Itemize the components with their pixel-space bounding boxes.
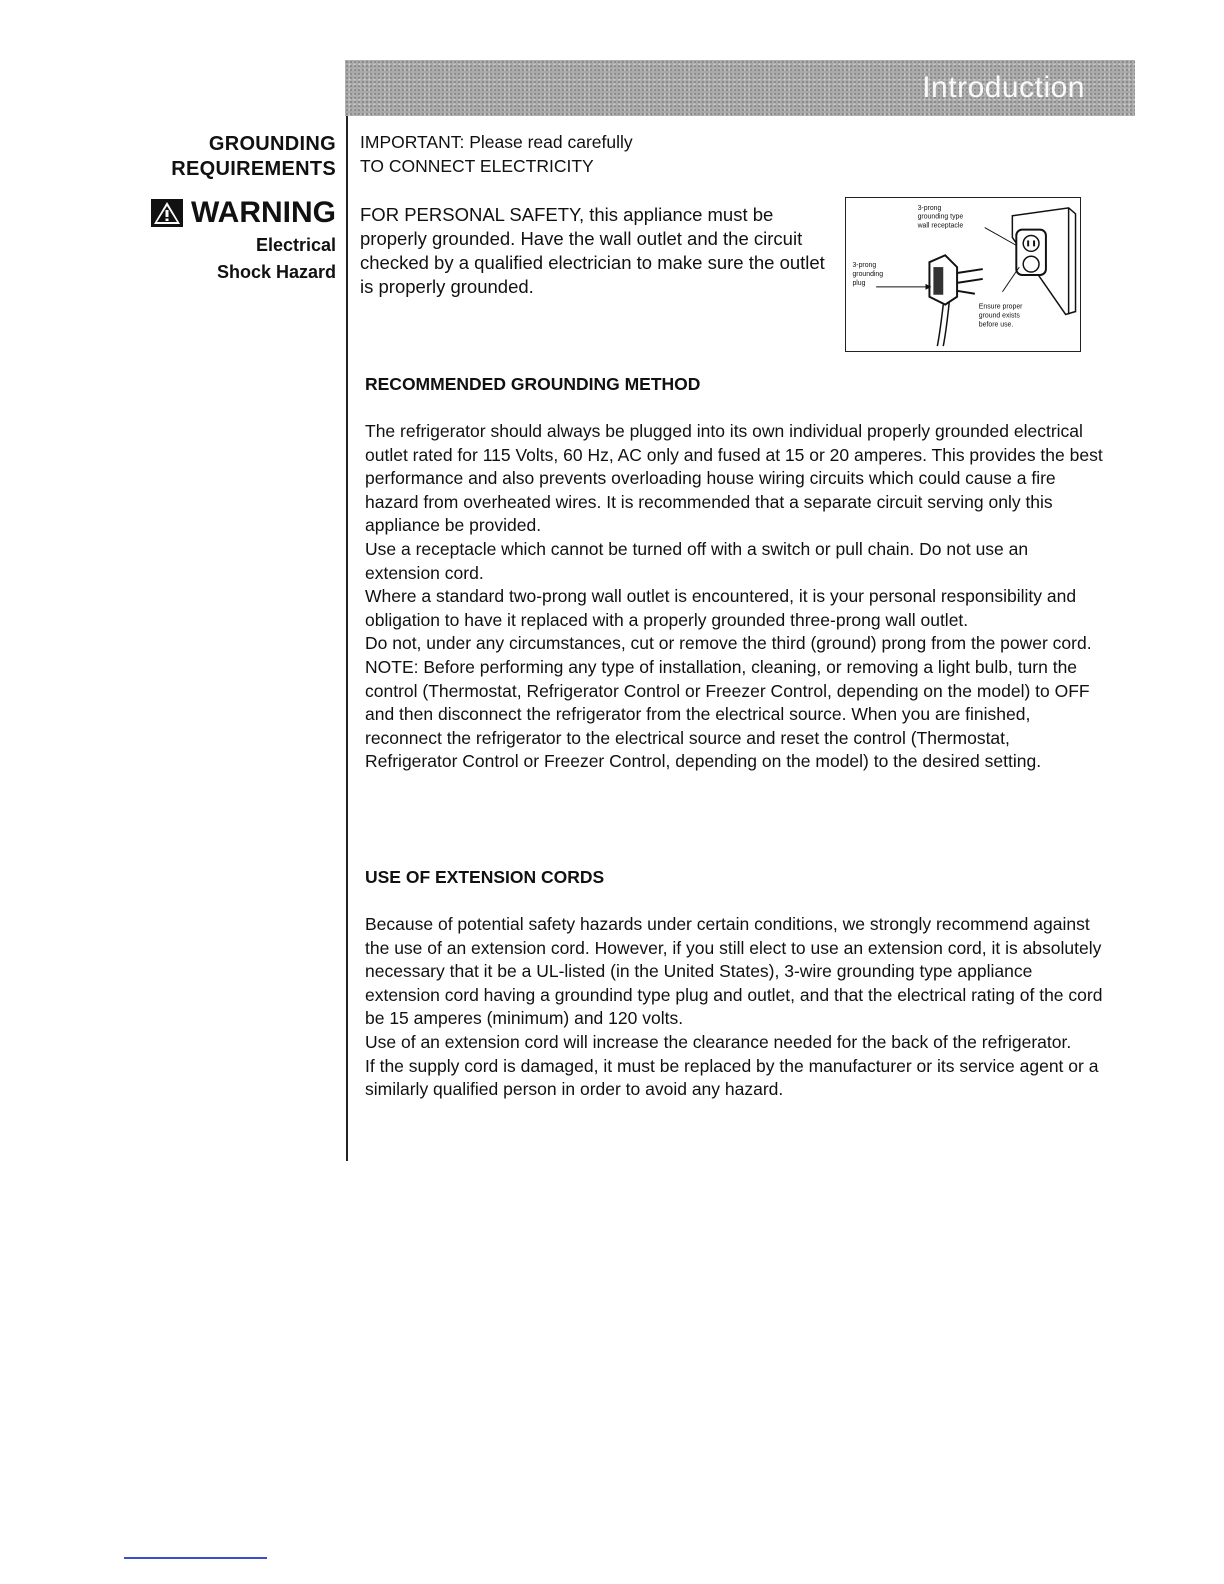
- recommended-grounding-body: [365, 420, 1105, 774]
- ensure-label-line-1: Ensure proper: [978, 303, 1023, 311]
- grounding-heading-line-2: REQUIREMENTS: [171, 158, 336, 180]
- plug-label-line-2: grounding: [852, 270, 884, 278]
- warning-subtitle: [120, 232, 336, 286]
- grounding-heading-line-1: GROUNDING: [208, 133, 336, 155]
- warning-sub-line-1: Electrical: [255, 235, 336, 255]
- receptacle-label-line-3: wall receptacle: [917, 222, 964, 230]
- warning-text: WARNING: [191, 196, 336, 229]
- important-line-1: IMPORTANT: Please read carefully: [360, 132, 633, 152]
- recommended-grounding-heading: RECOMMENDED GROUNDING METHOD: [365, 374, 701, 394]
- warning-sub-line-2: Shock Hazard: [216, 262, 336, 282]
- warning-label: [120, 196, 336, 230]
- grounding-plug-illustration: [845, 197, 1081, 352]
- section-header-bar: [345, 60, 1135, 116]
- plug-label-line-1: 3-prong: [852, 262, 877, 270]
- section-title: Introduction: [922, 71, 1085, 104]
- ensure-label-line-2: ground exists: [978, 312, 1020, 320]
- paragraph: Use a receptacle which cannot be turned off with a switch or pull chain. Do not use an extension cord.: [365, 538, 1029, 583]
- plug-and-receptacle-figure: [846, 198, 1080, 351]
- paragraph: Where a standard two-prong wall outlet is encountered, it is your personal responsibility and obligation to have it replaced with a properly grounded three-prong wall outlet.: [365, 586, 1077, 630]
- paragraph: Because of potential safety hazards under certain conditions, we strongly recommend against the use of an extension cord. However, if you still elect to use an extension cord, it is absolutely necessary that it be a UL-listed (in the United States), 3-wire grounding type appliance extension cord having a groundind type plug and outlet, and that the electrical rating of the cord be 15 amperes (minimum) and 120 volts.: [365, 914, 1103, 1029]
- column-divider: [346, 116, 348, 1161]
- plug-label-line-3: plug: [852, 279, 866, 287]
- paragraph: Use of an extension cord will increase the clearance needed for the back of the refrigerator.: [365, 1031, 1072, 1052]
- ensure-label-line-3: before use.: [978, 321, 1014, 329]
- extension-cords-heading: USE OF EXTENSION CORDS: [365, 867, 605, 887]
- paragraph: Do not, under any circumstances, cut or remove the third (ground) prong from the power cord.: [365, 633, 1092, 654]
- receptacle-label-line-1: 3-prong: [917, 204, 942, 212]
- receptacle-label-line-2: grounding type: [917, 213, 964, 221]
- warning-triangle-icon: [151, 199, 183, 227]
- personal-safety-text: FOR PERSONAL SAFETY, this appliance must be properly grounded. Have the wall outlet and the circuit checked by a qualified electrician to make sure the outlet is properly grounded.: [360, 204, 825, 297]
- extension-cords-body: [365, 913, 1105, 1102]
- paragraph: If the supply cord is damaged, it must be replaced by the manufacturer or its service agent or a similarly qualified person in order to avoid any hazard.: [365, 1055, 1099, 1100]
- important-line-2: TO CONNECT ELECTRICITY: [360, 155, 594, 176]
- footer-rule: [124, 1557, 267, 1559]
- grounding-requirements-heading: [120, 132, 336, 182]
- paragraph: The refrigerator should always be plugged into its own individual properly grounded electrical outlet rated for 115 Volts, 60 Hz, AC only and fused at 15 or 20 amperes. This provides the best performance and also prevents overloading house wiring circuits which could cause a fire hazard from overheated wires. It is recommended that a separate circuit serving only this appliance be provided.: [365, 421, 1103, 536]
- important-notice: [360, 131, 633, 178]
- paragraph: NOTE: Before performing any type of installation, cleaning, or removing a light bulb, turn the control (Thermostat, Refrigerator Control or Freezer Control, depending on the model) to OFF and then disconnect the refrigerator from the electrical source. When you are finished, reconnect the refrigerator to the electrical source and reset the control (Thermostat, Refrigerator Control or Freezer Control, depending on the model) to the desired setting.: [365, 656, 1090, 772]
